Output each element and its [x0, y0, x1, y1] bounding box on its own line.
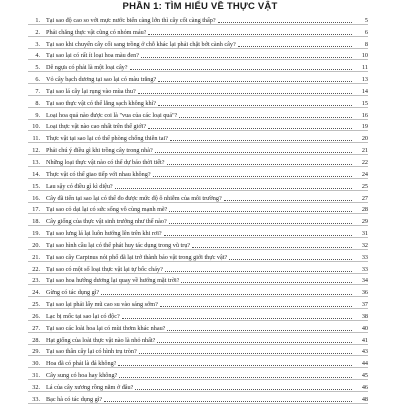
- entry-page-number: 21: [361, 147, 368, 155]
- entry-page-number: 29: [361, 218, 368, 226]
- entry-title: Tại sao độ cao so với mực nước biển càng lớn thì cây cối càng thấp?: [46, 16, 216, 24]
- toc-entry: [28, 179, 368, 191]
- entry-number: 29.: [32, 348, 40, 356]
- entry-number: 6.: [35, 76, 40, 84]
- toc-entry: [28, 274, 368, 286]
- entry-page-number: 15: [361, 99, 368, 107]
- entry-number: 24.: [32, 289, 40, 297]
- entry-number: 19.: [32, 230, 40, 238]
- entry-title: Tại sao các loài hoa lại có mùi thơm khác nhau?: [46, 324, 166, 332]
- toc-entry: [28, 49, 368, 61]
- dot-leader: [155, 151, 352, 153]
- dot-leader: [192, 246, 352, 248]
- toc-entry: [28, 25, 368, 37]
- entry-page-number: 8: [364, 40, 368, 48]
- toc-entry: [28, 96, 368, 108]
- entry-number: 17.: [32, 206, 40, 214]
- toc-entry: [28, 155, 368, 167]
- dot-leader: [164, 234, 352, 236]
- dot-leader: [153, 175, 352, 177]
- toc-entry: [28, 392, 368, 404]
- entry-page-number: 10: [361, 52, 368, 60]
- entry-number: 14.: [32, 170, 40, 178]
- entry-title: Tại sao lá cây lại rụng vào mùa thu?: [46, 87, 136, 95]
- toc-entry: [28, 345, 368, 357]
- entry-page-number: 19: [361, 123, 368, 131]
- toc-entry: [28, 191, 368, 203]
- entry-title: Hoa đã có phải là đá không?: [46, 360, 117, 368]
- toc-entry: [28, 356, 368, 368]
- entry-number: 31.: [32, 372, 40, 380]
- entry-page-number: 20: [361, 135, 368, 143]
- entry-number: 25.: [32, 301, 40, 309]
- entry-title: Lau sậy có điều gì kì diệu?: [46, 182, 113, 190]
- dot-leader: [238, 45, 352, 47]
- entry-number: 10.: [32, 123, 40, 131]
- entry-page-number: 41: [361, 336, 368, 344]
- dot-leader: [115, 187, 352, 189]
- entry-page-number: 33: [361, 253, 368, 261]
- dot-leader: [139, 352, 352, 354]
- dot-leader: [218, 21, 352, 23]
- entry-page-number: 16: [361, 111, 368, 119]
- entry-number: 9.: [35, 111, 40, 119]
- dot-leader: [229, 258, 352, 260]
- toc-entry: [28, 214, 368, 226]
- entry-number: 3.: [35, 40, 40, 48]
- entry-title: Loại thực vật nào cao nhất trên thế giới?: [46, 123, 147, 131]
- toc-entry: [28, 84, 368, 96]
- entry-title: Tại sao thân cây lại có hình trụ tròn?: [46, 348, 137, 356]
- toc-entry: [28, 380, 368, 392]
- toc-entry: [28, 13, 368, 25]
- toc-entry: [28, 60, 368, 72]
- entry-title: Hạt giống của loài thực vật nào là nhỏ nhất?: [46, 336, 156, 344]
- toc-entry: [28, 37, 368, 49]
- entry-page-number: 46: [361, 384, 368, 391]
- entry-title: Thực vật tại sao lại có thể phòng chống thiên tai?: [46, 135, 168, 143]
- dot-leader: [138, 92, 352, 94]
- entry-title: Dê ngựa có phải là một loại cây?: [46, 64, 128, 72]
- entry-number: 4.: [35, 52, 40, 60]
- dot-leader: [169, 210, 352, 212]
- dot-leader: [165, 270, 352, 272]
- entry-title: Bạc hà có tác dụng gì?: [46, 395, 103, 403]
- dot-leader: [148, 33, 352, 35]
- entry-number: 15.: [32, 182, 40, 190]
- entry-page-number: 37: [361, 301, 368, 309]
- entry-page-number: 24: [361, 170, 368, 178]
- entry-page-number: 28: [361, 206, 368, 214]
- toc-entry: [28, 226, 368, 238]
- entry-page-number: 48: [361, 395, 368, 403]
- entry-page-number: 5: [364, 16, 368, 24]
- entry-title: Những loại thực vật nào có thể dự báo thời tiết?: [46, 158, 165, 166]
- entry-title: Tại sao lưng lá lại luôn hướng lên trên khi rơi?: [46, 230, 162, 238]
- toc-entry: [28, 297, 368, 309]
- toc-entry: [28, 262, 368, 274]
- entry-number: 26.: [32, 312, 40, 320]
- toc-entry: [28, 203, 368, 215]
- entry-number: 8.: [35, 99, 40, 107]
- entry-title: Tại sao cỏ dại lại có sức sống vô cùng mạnh mẽ?: [46, 206, 168, 214]
- entry-page-number: 13: [361, 76, 368, 84]
- entry-number: 27.: [32, 324, 40, 332]
- entry-title: Lạc bị mốc tại sao lại có độc?: [46, 312, 120, 320]
- toc-entry: [28, 108, 368, 120]
- dot-leader: [158, 104, 352, 106]
- dot-leader: [135, 388, 352, 390]
- entry-number: 12.: [32, 147, 40, 155]
- entry-number: 2.: [35, 28, 40, 36]
- entry-title: Tại sao hình cầu lại có thể phát huy tác dụng trong vũ trụ?: [46, 241, 191, 249]
- entry-number: 33.: [32, 395, 40, 403]
- entry-title: Cây sung có hoa hay không?: [46, 372, 118, 380]
- toc-entry: [28, 72, 368, 84]
- toc-entry: [28, 131, 368, 143]
- dot-leader: [141, 56, 352, 58]
- toc-entry: [28, 250, 368, 262]
- dot-leader: [167, 329, 352, 331]
- entry-title: Lá của cây xương rồng nằm ở đâu?: [46, 384, 134, 391]
- entry-page-number: 25: [361, 182, 368, 190]
- entry-title: Tại sao lại phải lấy mũ cao su vào sáng sớm?: [46, 301, 158, 309]
- entry-title: Tại sao cây Carpinus nói phổ đã lại trở thành báo vật trong giới thực vật?: [46, 253, 228, 261]
- toc-entry: [28, 285, 368, 297]
- entry-title: Loại hoa quả nào được coi là "vua của các loại quả"?: [46, 111, 178, 119]
- dot-leader: [118, 364, 352, 366]
- entry-number: 18.: [32, 218, 40, 226]
- entry-title: Tại sao có một số loại thực vật lại tự bốc cháy?: [46, 265, 163, 273]
- entry-page-number: 31: [361, 230, 368, 238]
- entry-title: Gừng có tác dụng gì?: [46, 289, 100, 297]
- entry-page-number: 45: [361, 372, 368, 380]
- toc-entry: [28, 309, 368, 321]
- entry-number: 30.: [32, 360, 40, 368]
- entry-page-number: 34: [361, 277, 368, 285]
- entry-number: 5.: [35, 64, 40, 72]
- entry-number: 11.: [32, 135, 40, 143]
- toc-entry: [28, 238, 368, 250]
- entry-number: 20.: [32, 241, 40, 249]
- entry-page-number: 44: [361, 360, 368, 368]
- dot-leader: [157, 341, 352, 343]
- entry-number: 21.: [32, 253, 40, 261]
- toc-entry: [28, 143, 368, 155]
- entry-number: 16.: [32, 194, 40, 202]
- toc-entry: [28, 333, 368, 345]
- entry-page-number: 27: [361, 194, 368, 202]
- dot-leader: [148, 127, 352, 129]
- entry-page-number: 40: [361, 324, 368, 332]
- entry-title: Cây giống của thực vật sinh trưởng như thế nào?: [46, 218, 167, 226]
- entry-title: Tại sao lại có rất ít loại hoa màu đen?: [46, 52, 139, 60]
- entry-number: 23.: [32, 277, 40, 285]
- dot-leader: [224, 199, 352, 201]
- table-of-contents: [28, 13, 368, 404]
- dot-leader: [119, 376, 352, 378]
- entry-number: 13.: [32, 158, 40, 166]
- entry-number: 7.: [35, 87, 40, 95]
- entry-page-number: 22: [361, 158, 368, 166]
- entry-number: 32.: [32, 384, 40, 391]
- dot-leader: [169, 222, 352, 224]
- entry-page-number: 14: [361, 87, 368, 95]
- dot-leader: [101, 293, 352, 295]
- toc-entry: [28, 321, 368, 333]
- entry-title: Phải chú ý điều gì khi trồng cây trong nhà?: [46, 147, 153, 155]
- toc-entry: [28, 120, 368, 132]
- entry-page-number: 11: [362, 64, 368, 72]
- dot-leader: [181, 281, 352, 283]
- dot-leader: [160, 305, 352, 307]
- entry-number: 1.: [35, 16, 40, 24]
- entry-title: Vỏ cây bạch dương tại sao lại có màu trắng?: [46, 76, 157, 84]
- dot-leader: [158, 80, 352, 82]
- toc-entry: [28, 368, 368, 380]
- dot-leader: [170, 139, 352, 141]
- entry-number: 22.: [32, 265, 40, 273]
- dot-leader: [179, 116, 352, 118]
- entry-title: Tại sao khi chuyển cây cối sang trồng ở chỗ khác lại phải chặt bớt cành cây?: [46, 40, 236, 48]
- entry-title: Thực vật có thể giao tiếp với nhau không?: [46, 170, 151, 178]
- entry-page-number: 38: [361, 312, 368, 320]
- entry-page-number: 32: [361, 241, 368, 249]
- dot-leader: [130, 68, 352, 70]
- toc-entry: [28, 167, 368, 179]
- entry-page-number: 43: [361, 348, 368, 356]
- entry-title: Cây đã tiến tại sao lại có thể đo được mức độ ô nhiễm của môi trường?: [46, 194, 222, 202]
- dot-leader: [167, 163, 353, 165]
- entry-title: Tại sao hoa hướng dương lại quay về hướng mặt trời?: [46, 277, 180, 285]
- dot-leader: [104, 400, 352, 402]
- entry-title: Phải chăng thực vật cũng có nhóm máu?: [46, 28, 147, 36]
- entry-title: Tại sao thực vật có thể lắng sạch không khí?: [46, 99, 157, 107]
- entry-page-number: 33: [361, 265, 368, 273]
- entry-page-number: 6: [364, 28, 368, 36]
- entry-number: 28.: [32, 336, 40, 344]
- section-heading: PHẦN 1: TÌM HIỂU VỀ THỰC VẬT: [122, 1, 278, 12]
- dot-leader: [122, 317, 352, 319]
- entry-page-number: 36: [361, 289, 368, 297]
